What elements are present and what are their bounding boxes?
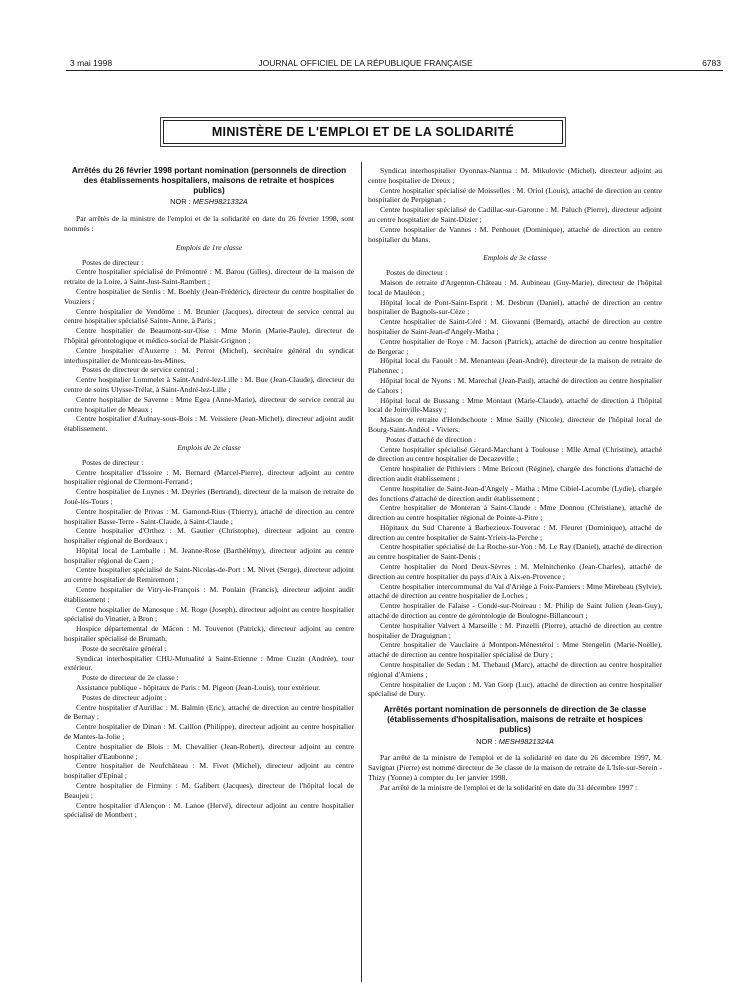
nomination-item: Maison de retraite d'Argenton-Château : M. Aubineau (Guy-Marie), directeur de l'hôpital local de Mauléon ;: [368, 277, 662, 297]
nomination-item: Centre hospitalier de Vitry-le-François : M. Poulain (Francis), directeur adjoint audit établissement ;: [64, 585, 354, 604]
nomination-item: Centre hospitalier d'Aurillac : M. Balmin (Eric), attaché de direction au centre hospitalier de Bernay ;: [64, 702, 354, 722]
nomination-item: Centre hospitalier de Vendôme : M. Brunier (Jacques), directeur de service central au centre hospitalier spécialisé Sainte-Anne, à Paris ;: [64, 306, 354, 326]
decree-title: Arrêtés du 26 février 1998 portant nomination (personnels de direction des établissements hospitaliers, maisons de retraite et hospices publics): [71, 166, 347, 195]
nor-code: MESH9821324A: [498, 736, 554, 746]
nomination-item: Syndicat interhospitalier Oyonnax-Nantua : M. Mikulovic (Michel), directeur adjoint au centre hospitalier de Dreux ;: [368, 166, 662, 185]
header-date: 3 mai 1998: [70, 58, 113, 68]
nomination-item: Centre hospitalier de Saverne : Mme Egea (Anne-Marie), directeur de service central au centre hospitalier de Meaux ;: [64, 394, 354, 414]
nomination-item: Centre hospitalier d'Aulnay-sous-Bois : M. Veissiere (Jean-Michel), directeur adjoint audit établissement.: [64, 414, 354, 434]
nomination-item: Assistance publique - hôpitaux de Paris : M. Pigeon (Jean-Louis), tour extérieur.: [76, 683, 321, 693]
nomination-item: Centre hospitalier de Luynes : M. Deyries (Bertrand), directeur de la maison de retraite de Joué-lès-Tours ;: [64, 487, 354, 506]
nomination-item: Centre hospitalier d'Alençon : M. Lanoe (Hervé), directeur adjoint au centre hospitalier spécialisé de Montbert ;: [64, 800, 354, 820]
nomination-item: Maison de retraite d'Hondschoote : Mme Sailly (Nicole), directeur de l'hôpital local de Bourg-Saint-Andéol - Viviers.: [368, 415, 662, 434]
poste-heading: Poste de directeur de 2e classe :: [82, 673, 179, 683]
nomination-item: Centre hospitalier de Manosque : M. Roge (Joseph), directeur adjoint au centre hospitalier spécialisé du Vinatier, à Bron ;: [64, 604, 354, 624]
poste-heading: Postes de directeur adjoint :: [82, 692, 167, 702]
nomination-item: Centre hospitalier spécialisé de La Roche-sur-Yon : M. Le Ray (Daniel), attaché de direction au centre hospitalier de Saint-Denis ;: [368, 542, 662, 562]
nomination-item: Hôpital local de Bussang : Mme Montaut (Marie-Claude), attaché de direction à l'hôpital local de Joinville-Massy ;: [368, 395, 662, 415]
poste-heading: Poste de secrétaire général :: [82, 643, 167, 653]
nomination-item: Centre hospitalier de Luçon : M. Van Gorp (Luc), attaché de direction au centre hospitalier spécialisé de Dury.: [368, 679, 662, 699]
right-column: [368, 166, 662, 793]
nomination-item: Centre hospitalier Lommelet à Saint-André-lez-Lille : M. Bue (Jean-Claude), directeur du centre de soins Ulysse-Trélat, à Saint-André-lez-Lille ;: [64, 375, 354, 394]
poste-heading: Postes de directeur de service central :: [82, 365, 199, 375]
nomination-item: Centre hospitalier de Saint-Céré : M. Giovanni (Bernard), attaché de direction au centre hospitalier de Saint-Jean-d'Angely-Matha ;: [368, 317, 662, 336]
nomination-item: Centre hospitalier spécialisé de Moisselles : M. Oriol (Louis), attaché de direction au centre hospitalier de Perpignan ;: [368, 185, 662, 205]
nor-reference: NOR : MESH9821324A: [476, 736, 554, 746]
section-heading-3e-classe: Emplois de 3e classe: [483, 253, 547, 263]
column-divider: [361, 162, 362, 982]
nor-code: MESH9821332A: [192, 197, 248, 207]
nomination-item: Centre hospitalier de Beaumont-sur-Oise : Mme Morin (Marie-Paule), directeur de l'hôpital gérontologique et médico-social de Plaisir-Grignon ;: [64, 326, 354, 345]
section-heading-1re-classe: Emplois de 1re classe: [175, 242, 243, 252]
nomination-item: Centre hospitalier spécialisé de Prémontré : M. Barou (Gilles), directeur de la maison de retraite de la Loire, à Saint-Just-Saint-Rambert ;: [64, 267, 354, 287]
nor-reference: NOR : MESH9821332A: [170, 197, 248, 207]
poste-heading: Postes de directeur :: [82, 457, 144, 467]
header-rule: [66, 70, 723, 71]
decree-title: Arrêtés portant nomination de personnels de direction de 3e classe (établissements d'hospitalisation, maisons de retraite et hospices publics): [383, 705, 647, 734]
nomination-item: Centre hospitalier Valvert à Marseille : M. Pinzelli (Pierre), attaché de direction au centre hospitalier de Draguignan ;: [368, 620, 662, 640]
nomination-item: Hôpital local du Faouët : M. Menanteau (Jean-André), directeur de la maison de retraite de Plabennec ;: [368, 356, 662, 376]
nomination-item: Centre hospitalier de Roye : M. Jacson (Patrick), attaché de direction au centre hospitalier de Bergerac ;: [368, 336, 662, 356]
nomination-item: Hôpital local de Pont-Saint-Esprit : M. Desbrun (Daniel), attaché de direction au centre hospitalier de Bagnols-sur-Cèze ;: [368, 297, 662, 317]
nomination-item: Hôpital local de Lamballe : M. Jeanne-Rose (Barthélémy), directeur adjoint au centre hospitalier régional de Caen ;: [64, 545, 354, 565]
nomination-item: Centre hospitalier de Senlis : M. Boehly (Jean-Frédéric), directeur du centre hospitalier de Vouziers ;: [64, 286, 354, 306]
header-page-number: 6783: [702, 58, 721, 68]
nomination-item: Centre hospitalier de Sedan : M. Thebaud (Marc), attaché de direction au centre hospitalier régional d'Amiens ;: [368, 660, 662, 679]
nomination-item: Centre hospitalier de Saint-Jean-d'Angely - Matha : Mme Cibiel-Lacombe (Lydie), chargée des fonctions d'attaché de direction audit établissement ;: [368, 483, 662, 503]
nomination-item: Centre hospitalier intercommunal du Val d'Ariège à Foix-Pamiers : Mme Mirebeau (Sylvie), attaché de direction au centre hospitalier de Loches ;: [368, 581, 662, 601]
nomination-item: Centre hospitalier d'Orthez : M. Gautier (Christophe), directeur adjoint au centre hospitalier régional de Bordeaux ;: [64, 526, 354, 546]
nomination-item: Centre hospitalier d'Auxerre : M. Perrot (Michel), secrétaire général du syndicat interhospitalier de Montceau-les-Mines.: [64, 345, 354, 365]
section-heading-2e-classe: Emplois de 2e classe: [177, 442, 241, 452]
nomination-item: Centre hospitalier de Vauclaire à Montpon-Ménestérol : Mme Stengelin (Marie-Noëlle), attaché de direction au centre hospitalier spécialisé de Dury ;: [368, 640, 662, 660]
left-column: [64, 166, 354, 820]
header-journal-title: JOURNAL OFFICIEL DE LA RÉPUBLIQUE FRANÇAISE: [258, 58, 473, 68]
nomination-item: Centre hospitalier de Firminy : M. Galibert (Jacques), directeur de l'hôpital local de Beaujeu ;: [64, 781, 354, 800]
nomination-item: Centre hospitalier de Vannes : M. Penhouet (Dominique), attaché de direction au centre hospitalier du Mans.: [368, 224, 662, 244]
decree-paragraph: Par arrêté de la ministre de l'emploi et de la solidarité en date du 31 décembre 1997 :: [380, 782, 638, 792]
nomination-item: Centre hospitalier de Privas : M. Gamond-Rius (Thierry), attaché de direction au centre hospitalier Basse-Terre - Saint-Claude, à Saint-Claude ;: [64, 506, 354, 526]
nomination-item: Centre hospitalier de Blois : M. Chevallier (Jean-Robert), directeur adjoint au centre hospitalier d'Eaubonne ;: [64, 741, 354, 761]
nomination-item: Centre hospitalier de Dinan : M. Caillon (Philippe), directeur adjoint au centre hospitalier de Mantes-la-Jolie ;: [64, 722, 354, 742]
nomination-item: Hospice départemental de Mâcon : M. Touvenot (Patrick), directeur adjoint au centre hospitalier spécialisé de Brumath.: [64, 624, 354, 644]
nomination-item: Syndicat interhospitalier CHU-Mutualité à Saint-Etienne : Mme Cuzin (Andrée), tour extérieur.: [64, 653, 354, 673]
decree-paragraph: Par arrêté de la ministre de l'emploi et de la solidarité en date du 26 décembre 1997, M. Savignat (Pierre) est nommé directeur de 3e classe de la maison de retraite de L'Isle-sur-Serein - Thizy (Yonne) à compter du 1er janvier 1998.: [368, 753, 662, 783]
nomination-item: Centre hospitalier de Pithiviers : Mme Bricout (Régine), chargée des fonctions d'attaché de direction audit établissement ;: [368, 464, 662, 483]
nomination-item: Centre hospitalier d'Issoire : M. Bernard (Marcel-Pierre), directeur adjoint au centre hospitalier régional de Clermont-Ferrand ;: [64, 467, 354, 487]
ministry-heading: MINISTÈRE DE L'EMPLOI ET DE LA SOLIDARITÉ: [163, 120, 563, 144]
nomination-item: Hôpitaux du Sud Charente à Barbezieux-Touverac : M. Fleuret (Dominique), attaché de direction au centre hospitalier de Saint-Yrieix-la-Perche ;: [368, 522, 662, 542]
nomination-item: Centre hospitalier du Nord Deux-Sèvres : M. Melnitchenko (Jean-Charles), attaché de direction au centre hospitalier du pays d'Aix à Aix-en-Provence ;: [368, 562, 662, 581]
poste-heading: Postes de directeur :: [386, 268, 448, 278]
nomination-item: Hôpital local de Nyons : M. Marechal (Jean-Paul), attaché de direction au centre hospitalier de Cahors ;: [368, 375, 662, 395]
nomination-item: Centre hospitalier de Monteran à Saint-Claude : Mme Donnou (Christiane), attaché de direction au centre hospitalier régional de Pointe-à-Pitre ;: [368, 503, 662, 523]
nomination-item: Centre hospitalier de Falaise - Condé-sur-Noireau : M. Philip de Saint Julien (Jean-Guy), attaché de direction au centre de gérontologie de Boulogne-Billancourt ;: [368, 601, 662, 621]
nomination-item: Centre hospitalier spécialisé de Cadillac-sur-Garonne : M. Paluch (Pierre), directeur adjoint au centre hospitalier de Saint-Dizier ;: [368, 205, 662, 224]
nomination-item: Centre hospitalier de Neufchâteau : M. Fivet (Michel), directeur adjoint au centre hospitalier d'Epinal ;: [64, 761, 354, 781]
poste-heading: Postes de directeur :: [82, 257, 144, 267]
nomination-item: Centre hospitalier spécialisé Gérard-Marchant à Toulouse : Mlle Arnal (Christine), attaché de direction au centre hospitalier de Decazeville ;: [368, 444, 662, 464]
nomination-item: Centre hospitalier spécialisé de Saint-Nicolas-de-Port : M. Nivet (Serge), directeur adjoint au centre hospitalier de Remiremont ;: [64, 565, 354, 585]
decree-intro: Par arrêtés de la ministre de l'emploi et de la solidarité en date du 26 février 1998, sont nommés :: [64, 214, 354, 233]
poste-heading: Postes d'attaché de direction :: [386, 434, 476, 444]
